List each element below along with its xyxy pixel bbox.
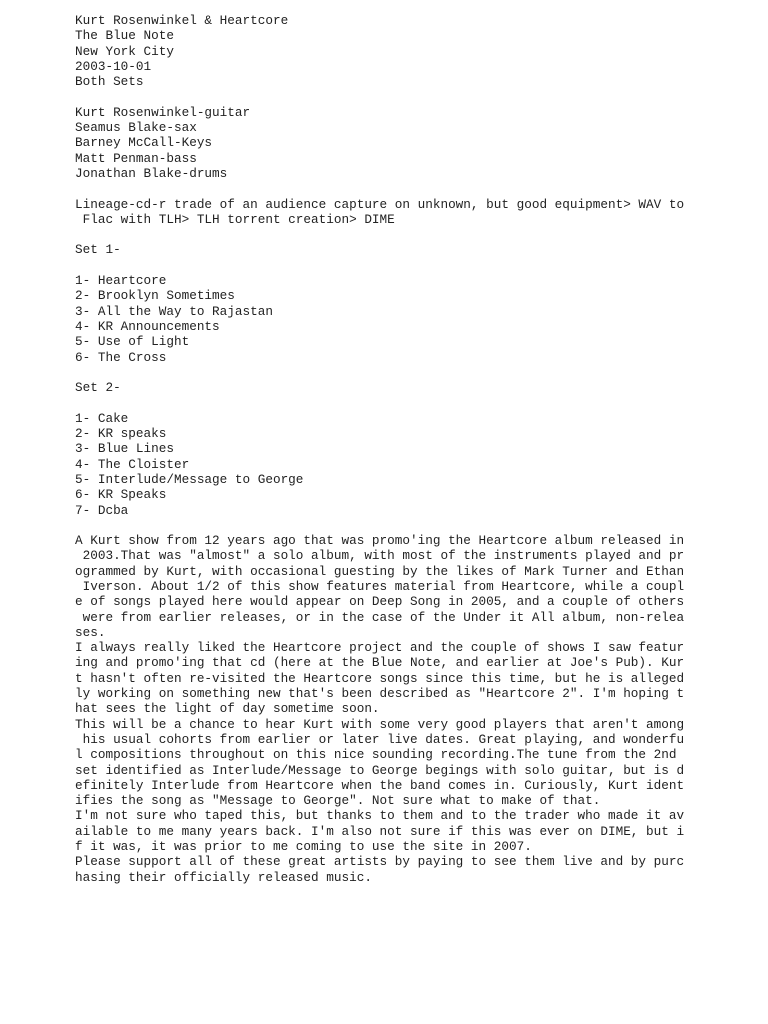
set1-block	[75, 242, 755, 364]
spacer	[75, 395, 755, 410]
set2-block	[75, 380, 755, 518]
track-item: 2- KR speaks	[75, 426, 167, 442]
track-item: 3- Blue Lines	[75, 441, 174, 457]
document-body	[75, 13, 755, 885]
track-item: 3- All the Way to Rajastan	[75, 303, 273, 319]
track-item: 4- The Cloister	[75, 456, 190, 472]
notes-line: ifies the song as "Message to George". Not sure what to make of that.	[75, 793, 601, 809]
spacer	[75, 258, 755, 273]
spacer	[75, 365, 755, 380]
notes-line: 2003.That was "almost" a solo album, with most of the instruments played and pr	[75, 548, 685, 564]
venue: The Blue Note	[75, 28, 174, 44]
track-item: 5- Interlude/Message to George	[75, 471, 304, 487]
notes-line: I'm not sure who taped this, but thanks to them and to the trader who made it av	[75, 808, 685, 824]
track-item: 1- Cake	[75, 410, 129, 426]
spacer	[75, 227, 755, 242]
notes-line: efinitely Interlude from Heartcore when the band comes in. Curiously, Kurt ident	[75, 777, 685, 793]
lineage-block	[75, 197, 755, 228]
track-item: 6- KR Speaks	[75, 487, 167, 503]
spacer	[75, 89, 755, 104]
notes-line: his usual cohorts from earlier or later live dates. Great playing, and wonderfu	[75, 731, 685, 747]
notes-line: f it was, it was prior to me coming to use the site in 2007.	[75, 839, 532, 855]
lineup-block	[75, 105, 755, 181]
lineup-item: Seamus Blake-sax	[75, 120, 197, 136]
lineage-line: Flac with TLH> TLH torrent creation> DIME	[75, 211, 395, 227]
notes-line: were from earlier releases, or in the case of the Under it All album, non-relea	[75, 609, 685, 625]
spacer	[75, 518, 755, 533]
lineage-line: Lineage-cd-r trade of an audience capture on unknown, but good equipment> WAV to	[75, 196, 685, 212]
notes-line: ailable to me many years back. I'm also not sure if this was ever on DIME, but i	[75, 823, 685, 839]
spacer	[75, 181, 755, 196]
track-item: 2- Brooklyn Sometimes	[75, 288, 235, 304]
set2-title: Set 2-	[75, 380, 121, 396]
lineup-item: Kurt Rosenwinkel-guitar	[75, 104, 251, 120]
notes-line: Iverson. About 1/2 of this show features material from Heartcore, while a coupl	[75, 578, 685, 594]
notes-line: hat sees the light of day sometime soon.	[75, 701, 380, 717]
track-item: 7- Dcba	[75, 502, 129, 518]
notes-line: This will be a chance to hear Kurt with some very good players that aren't among	[75, 716, 685, 732]
lineup-item: Matt Penman-bass	[75, 150, 197, 166]
set1-title: Set 1-	[75, 242, 121, 258]
artist-title: Kurt Rosenwinkel & Heartcore	[75, 13, 289, 28]
lineup-item: Barney McCall-Keys	[75, 135, 213, 151]
notes-line: set identified as Interlude/Message to George begings with solo guitar, but is d	[75, 762, 685, 778]
notes-line: hasing their officially released music.	[75, 869, 372, 885]
track-item: 4- KR Announcements	[75, 318, 220, 334]
lineup-item: Jonathan Blake-drums	[75, 165, 228, 181]
notes-line: ly working on something new that's been described as "Heartcore 2". I'm hoping t	[75, 686, 685, 702]
notes-line: Please support all of these great artists by paying to see them live and by purc	[75, 854, 685, 870]
notes-block	[75, 533, 755, 885]
notes-line: ses.	[75, 624, 106, 640]
notes-line: t hasn't often re-visited the Heartcore songs since this time, but he is alleged	[75, 670, 685, 686]
track-item: 1- Heartcore	[75, 273, 167, 289]
header-block	[75, 13, 755, 89]
notes-line: A Kurt show from 12 years ago that was promo'ing the Heartcore album released in	[75, 533, 685, 549]
sets-note: Both Sets	[75, 74, 144, 90]
notes-line: I always really liked the Heartcore project and the couple of shows I saw featur	[75, 640, 685, 656]
city: New York City	[75, 43, 174, 59]
track-item: 6- The Cross	[75, 349, 167, 365]
notes-line: l compositions throughout on this nice sounding recording.The tune from the 2nd	[75, 747, 677, 763]
notes-line: ogrammed by Kurt, with occasional guesting by the likes of Mark Turner and Ethan	[75, 563, 685, 579]
track-item: 5- Use of Light	[75, 334, 190, 350]
notes-line: ing and promo'ing that cd (here at the Blue Note, and earlier at Joe's Pub). Kur	[75, 655, 685, 671]
notes-line: e of songs played here would appear on Deep Song in 2005, and a couple of others	[75, 594, 685, 610]
date: 2003-10-01	[75, 58, 152, 74]
